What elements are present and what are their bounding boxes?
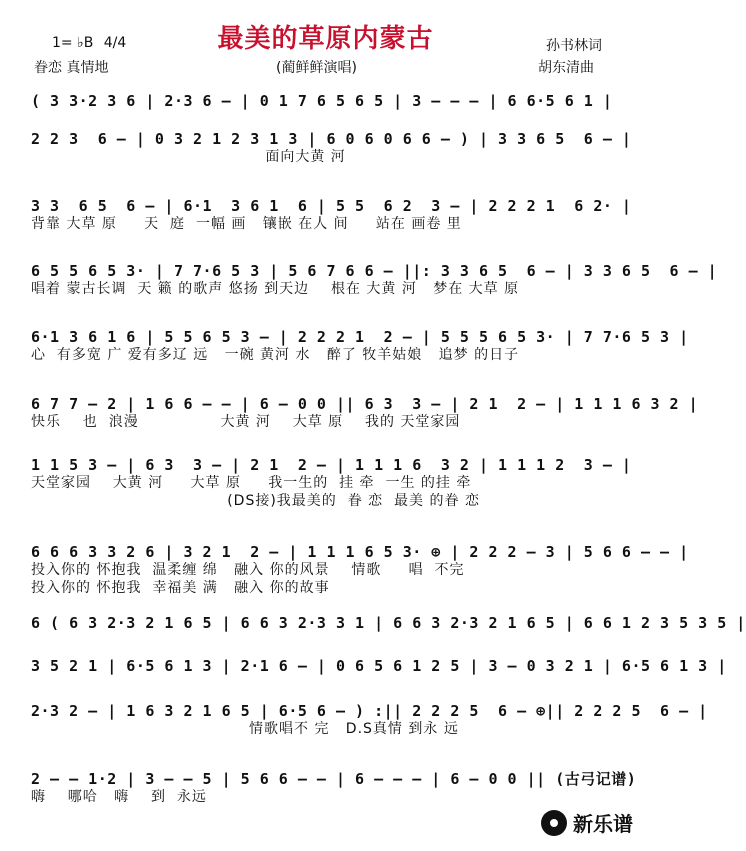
notation-line: 3 3 6 5 6 – | 6·1 3 6 1 6 | 5 5 6 2 3 – | 2 2 2 1 6 2· | (31, 197, 632, 215)
notation-line: 2 2 3 6 – | 0 3 2 1 2 3 1 3 | 6 0 6 0 6 6 – ) | 3 3 6 5 6 – | (31, 130, 632, 148)
score-system (31, 395, 699, 431)
score-system (31, 262, 718, 298)
score-system (31, 702, 708, 738)
score-system (31, 770, 637, 806)
notation-line: 1 1 5 3 – | 6 3 3 – | 2 1 2 – | 1 1 1 6 3 2 | 1 1 1 2 3 – | (31, 456, 632, 474)
lyric-line: (DS接)我最美的 眷 恋 最美 的眷 恋 (31, 493, 480, 509)
lyric-line: 背靠 大草 原 天 庭 一幅 画 镶嵌 在人 间 站在 画卷 里 (31, 216, 462, 232)
composer-credit: 胡东清曲 (538, 60, 594, 76)
lyricist-credit: 孙书林词 (546, 38, 602, 54)
score-system (31, 197, 632, 233)
notation-line: 2·3 2 – | 1 6 3 2 1 6 5 | 6·5 6 – ) :|| 2 2 2 5 6 – ⊕|| 2 2 2 5 6 – | (31, 702, 708, 720)
lyric-line: 嗨 哪哈 嗨 到 永远 (31, 789, 207, 805)
notation-line: 6 5 5 6 5 3· | 7 7·6 5 3 | 5 6 7 6 6 – ||: 3 3 6 5 6 – | 3 3 6 5 6 – | (31, 262, 718, 280)
time-signature: 4/4 (103, 35, 127, 51)
lyric-line: 心 有多宽 广 爱有多辽 远 一碗 黄河 水 醉了 牧羊姑娘 追梦 的日子 (31, 347, 520, 363)
mood-marking: 眷恋 真情地 (34, 60, 109, 76)
score-system (31, 92, 621, 110)
lyric-line: 快乐 也 浪漫 大黄 河 大草 原 我的 天堂家园 (31, 414, 461, 430)
lyric-line: 投入你的 怀抱我 温柔缠 绵 融入 你的风景 情歌 唱 不完 (31, 562, 465, 578)
notation-line: 6 7 7 – 2 | 1 6 6 – – | 6 – 0 0 || 6 3 3 – | 2 1 2 – | 1 1 1 6 3 2 | (31, 395, 699, 413)
lyric-line: 投入你的 怀抱我 幸福美 满 融入 你的故事 (31, 580, 330, 596)
lyric-line: 面向大黄 河 (31, 149, 346, 165)
notation-line: 3 5 2 1 | 6·5 6 1 3 | 2·1 6 – | 0 6 5 6 1 2 5 | 3 – 0 3 2 1 | 6·5 6 1 3 | (31, 657, 727, 675)
score-system (31, 328, 689, 364)
score-system (31, 657, 727, 675)
notation-line: ( 3 3·2 3 6 | 2·3 6 – | 0 1 7 6 5 6 5 | 3 – – – | 6 6·5 6 1 | (31, 92, 613, 110)
notation-line: 2 – – 1·2 | 3 – – 5 | 5 6 6 – – | 6 – – – | 6 – 0 0 || (古弓记谱) (31, 770, 637, 788)
lyric-line: 情歌唱不 完 D.S真情 到永 远 (31, 721, 459, 737)
notation-line: 6 6 6 3 3 2 6 | 3 2 1 2 – | 1 1 1 6 5 3· ⊕ | 2 2 2 – 3 | 5 6 6 – – | (31, 543, 689, 561)
lyric-line: 唱着 蒙古长调 天 籁 的歌声 悠扬 到天边 根在 大黄 河 梦在 大草 原 (31, 281, 520, 297)
singer-credit: (蔺鲜鲜演唱) (276, 60, 357, 76)
score-system (31, 130, 632, 166)
notation-line: 6 ( 6 3 2·3 2 1 6 5 | 6 6 3 2·3 3 1 | 6 6 3 2·3 2 1 6 5 | 6 6 1 2 3 5 3 5 | (31, 614, 746, 632)
key-signature (52, 35, 126, 51)
logo-text: 新乐谱 (573, 812, 633, 836)
lyric-line: 天堂家园 大黄 河 大草 原 我一生的 挂 牵 一生 的挂 牵 (31, 475, 472, 491)
score-system (31, 614, 746, 632)
logo-disc-icon (541, 810, 567, 836)
notation-line: 6·1 3 6 1 6 | 5 5 6 5 3 – | 2 2 2 1 2 – | 5 5 5 6 5 3· | 7 7·6 5 3 | (31, 328, 689, 346)
song-title: 最美的草原内蒙古 (217, 24, 434, 54)
score-system (31, 456, 632, 510)
site-logo (541, 808, 633, 837)
key-label: 1= ♭B (52, 35, 94, 51)
score-system (31, 543, 689, 597)
